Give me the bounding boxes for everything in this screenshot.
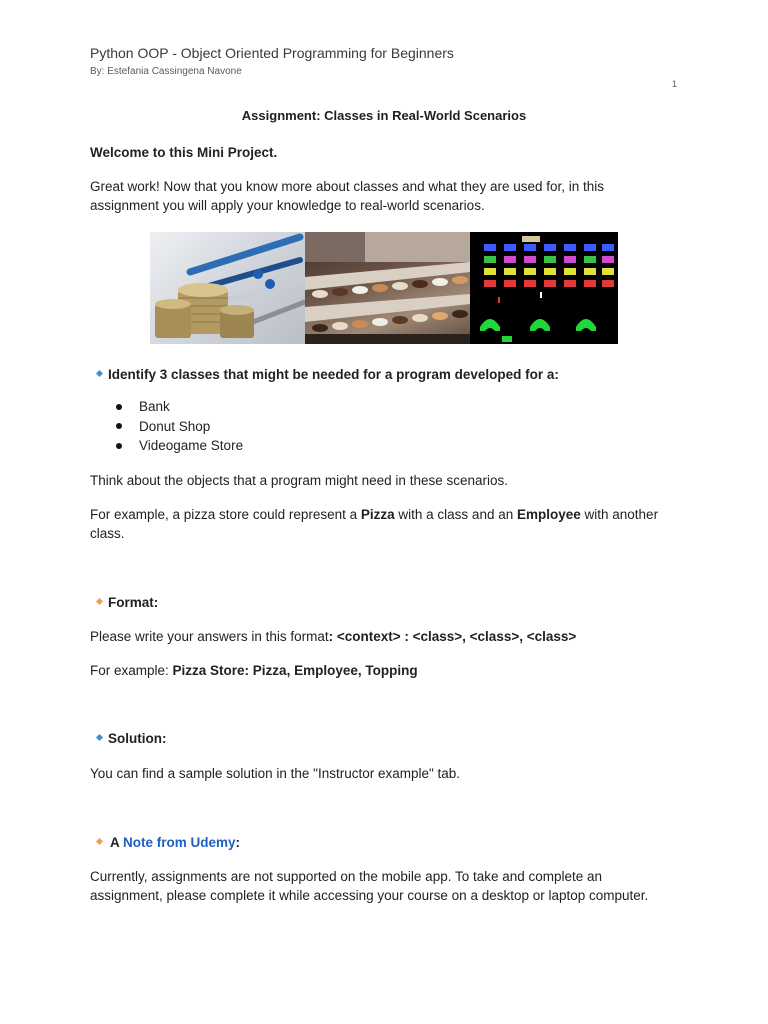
diamond-bullet-icon [96,598,103,605]
bullet-dot-icon [116,443,122,449]
example-post: with another [580,507,659,522]
list-item-label: Videogame Store [139,438,244,453]
list-item-label: Donut Shop [139,418,211,434]
format-example-bold: Pizza Store: Pizza, Employee, Topping [172,663,418,678]
note-heading-a: A [110,835,123,850]
note-from-udemy-link[interactable]: Note from Udemy [123,835,236,850]
solution-heading: Solution: [108,731,167,746]
think-text: Think about the objects that a program might need in these scenarios. [90,473,508,488]
bullet-dot-icon [116,404,122,410]
solution-text: You can find a sample solution in the "Instructor example" tab. [90,766,461,781]
space-invaders-screenshot [470,232,618,344]
coins-and-pens-photo [150,232,305,344]
diamond-bullet-icon [96,734,103,741]
format-line [90,627,576,646]
intro-line-1: Great work! Now that you know more about classes and what they are used for, in this [90,179,605,194]
intro-line-2: assignment you will apply your knowledge to real-world scenarios. [90,198,485,213]
format-line-bold: : <context> : <class>, <class>, <class> [328,629,577,644]
assignment-title: Assignment: Classes in Real-World Scenarios [241,108,527,123]
format-heading: Format: [108,595,159,610]
diamond-bullet-icon [96,838,103,845]
header-byline: By: Estefania Cassingena Navone [90,66,242,77]
example-mid: with a class and an [394,507,517,522]
example-pre: For example, a pizza store could represent a [90,507,361,522]
example-bold-pizza: Pizza [360,507,395,522]
note-heading-colon: : [235,835,241,850]
diamond-bullet-icon [96,370,103,377]
format-example [90,661,418,680]
list-item [112,417,243,437]
example-text [90,505,658,524]
format-example-pre: For example: [90,663,173,678]
page-number: 1 [672,79,678,89]
list-item-label: Bank [139,399,170,414]
scenario-list [112,397,243,456]
example-text-line-2: class. [90,526,125,541]
header-title: Python OOP - Object Oriented Programming for Beginners [90,45,454,61]
list-item [112,397,243,417]
note-line-1: Currently, assignments are not supported on the mobile app. To take and complete an [90,869,603,884]
format-line-pre: Please write your answers in this format [90,629,329,644]
bullet-dot-icon [116,423,122,429]
welcome-heading: Welcome to this Mini Project. [90,145,278,160]
donut-display-photo [305,232,470,344]
note-heading [110,833,240,852]
note-line-2: assignment, please complete it while accessing your course on a desktop or laptop computer. [90,888,649,903]
scenario-images [150,232,618,344]
list-item [112,436,243,456]
identify-heading: Identify 3 classes that might be needed for a program developed for a: [108,367,559,382]
example-bold-employee: Employee [516,507,581,522]
